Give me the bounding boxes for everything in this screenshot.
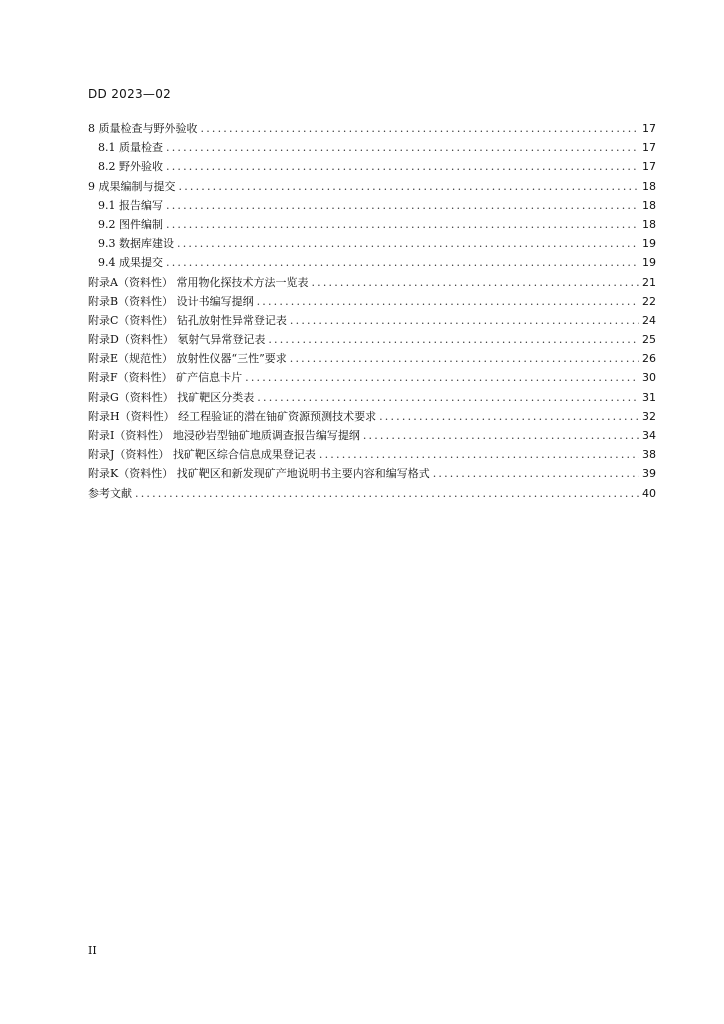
toc-entry-title: 附录H（资料性） 经工程验证的潜在铀矿资源预测技术要求 — [88, 409, 377, 423]
toc-entry[interactable] — [88, 408, 656, 427]
toc-entry-title: 8 质量检查与野外验收 — [88, 122, 198, 135]
page-footer-number: II — [88, 944, 97, 957]
toc-entry-title: 9.2 图件编制 — [98, 217, 163, 231]
document-code: DD 2023—02 — [88, 87, 172, 101]
toc-entry[interactable] — [88, 274, 656, 293]
toc-entry-title: 附录J（资料性） 找矿靶区综合信息成果登记表 — [88, 448, 316, 462]
toc-entry-title: 附录F（资料性） 矿产信息卡片 — [88, 371, 243, 385]
toc-page-number: 17 — [642, 122, 656, 135]
toc-leader-dots — [166, 199, 639, 212]
toc-leader-dots — [363, 429, 639, 442]
toc-entry-title: 9.3 数据库建设 — [98, 237, 174, 251]
toc-entry[interactable] — [88, 235, 656, 254]
toc-leader-dots — [319, 448, 639, 461]
toc-page-number: 17 — [642, 141, 656, 155]
toc-page-number: 26 — [642, 352, 656, 366]
toc-page-number: 18 — [642, 217, 656, 231]
toc-page-number: 19 — [642, 237, 656, 251]
toc-entry[interactable] — [88, 158, 656, 177]
toc-leader-dots — [257, 295, 639, 308]
toc-entry[interactable] — [88, 216, 656, 235]
toc-leader-dots — [201, 122, 640, 135]
toc-page-number: 17 — [642, 160, 656, 174]
toc-leader-dots — [166, 141, 639, 154]
table-of-contents — [88, 120, 656, 504]
toc-page-number: 31 — [642, 390, 656, 404]
toc-entry-title: 附录B（资料性） 设计书编写提纲 — [88, 294, 254, 308]
toc-leader-dots — [166, 218, 639, 231]
toc-entry-title: 附录A（资料性） 常用物化探技术方法一览表 — [88, 275, 309, 289]
toc-entry[interactable] — [88, 312, 656, 331]
toc-entry-title: 附录K（资料性） 找矿靶区和新发现矿产地说明书主要内容和编写格式 — [88, 467, 430, 481]
toc-page-number: 38 — [642, 448, 656, 462]
toc-leader-dots — [179, 180, 640, 193]
toc-leader-dots — [135, 487, 639, 500]
toc-entry[interactable] — [88, 139, 656, 158]
toc-entry[interactable] — [88, 331, 656, 350]
toc-entry[interactable] — [88, 485, 656, 504]
toc-leader-dots — [433, 467, 639, 480]
toc-entry-title: 附录C（资料性） 钻孔放射性异常登记表 — [88, 313, 287, 327]
toc-entry-title: 9 成果编制与提交 — [88, 179, 176, 193]
toc-page-number: 21 — [642, 275, 656, 289]
toc-entry[interactable] — [88, 293, 656, 312]
toc-page-number: 32 — [642, 409, 656, 423]
toc-page-number: 22 — [642, 294, 656, 308]
toc-page-number: 18 — [642, 179, 656, 193]
toc-leader-dots — [166, 256, 639, 269]
toc-entry[interactable] — [88, 389, 656, 408]
toc-leader-dots — [177, 237, 639, 250]
toc-page-number: 34 — [642, 429, 656, 442]
toc-entry-title: 附录G（资料性） 找矿靶区分类表 — [88, 390, 255, 404]
toc-entry[interactable] — [88, 120, 656, 139]
toc-entry-title: 参考文献 — [88, 486, 132, 500]
toc-entry[interactable] — [88, 427, 656, 446]
toc-page-number: 25 — [642, 333, 656, 347]
toc-page-number: 18 — [642, 198, 656, 212]
toc-entry[interactable] — [88, 178, 656, 197]
toc-leader-dots — [290, 352, 639, 365]
toc-entry[interactable] — [88, 350, 656, 369]
toc-page-number: 39 — [642, 467, 656, 481]
toc-entry-title: 8.1 质量检查 — [98, 141, 163, 155]
toc-entry-title: 附录E（规范性） 放射性仪器“三性”要求 — [88, 352, 287, 366]
toc-leader-dots — [245, 371, 639, 384]
toc-page-number: 24 — [642, 313, 656, 327]
toc-page-number: 30 — [642, 371, 656, 385]
toc-entry[interactable] — [88, 369, 656, 388]
toc-page-number: 19 — [642, 256, 656, 270]
toc-leader-dots — [379, 410, 639, 423]
toc-entry-title: 附录I（资料性） 地浸砂岩型铀矿地质调查报告编写提纲 — [88, 429, 360, 442]
toc-entry-title: 附录D（资料性） 氡射气异常登记表 — [88, 333, 266, 347]
toc-leader-dots — [268, 333, 639, 346]
toc-leader-dots — [257, 391, 639, 404]
toc-entry-title: 9.1 报告编写 — [98, 198, 163, 212]
toc-leader-dots — [290, 314, 639, 327]
toc-entry[interactable] — [88, 197, 656, 216]
toc-entry-title: 8.2 野外验收 — [98, 160, 163, 174]
toc-page-number: 40 — [642, 486, 656, 500]
toc-entry[interactable] — [88, 465, 656, 484]
toc-entry-title: 9.4 成果提交 — [98, 256, 163, 270]
toc-entry[interactable] — [88, 446, 656, 465]
toc-leader-dots — [311, 276, 639, 289]
toc-leader-dots — [166, 160, 639, 173]
toc-entry[interactable] — [88, 254, 656, 273]
